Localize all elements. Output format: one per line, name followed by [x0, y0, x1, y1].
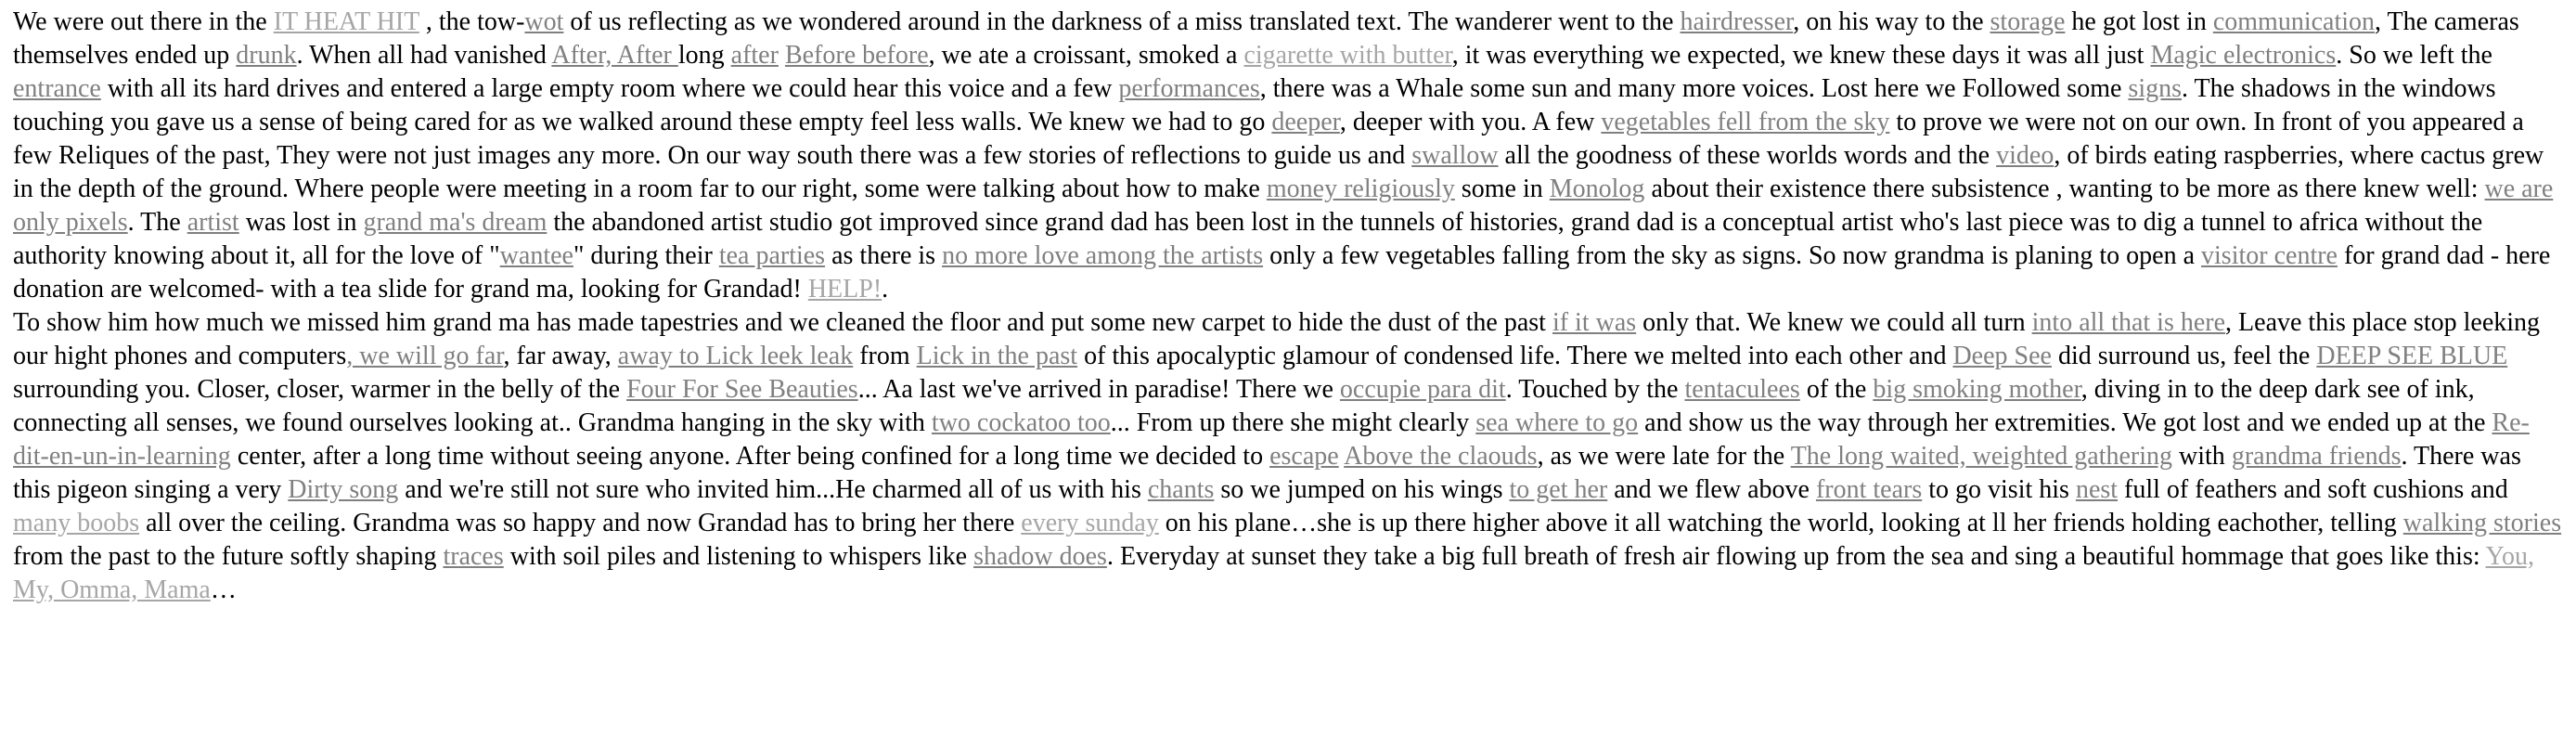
text-run — [779, 41, 785, 70]
link-monolog[interactable]: Monolog — [1549, 175, 1645, 203]
link-if-it-was[interactable]: if it was — [1552, 308, 1637, 337]
link-money-religiously[interactable]: money religiously — [1266, 175, 1455, 203]
link-tentaculees[interactable]: tentaculees — [1684, 375, 1800, 404]
text-run: . Touched by the — [1505, 375, 1685, 404]
link-deep-see-blue[interactable]: DEEP SEE BLUE — [2316, 342, 2508, 370]
text-run: all the goodness of these worlds words and the — [1498, 141, 1997, 170]
text-run: and we're still not sure who invited him...He charmed all of us with his — [398, 475, 1148, 504]
link-two-cockatoo-too[interactable]: two cockatoo too — [931, 408, 1111, 437]
text-run: as there is — [825, 241, 943, 270]
text-run: . There was this pigeon singing a very — [13, 442, 2521, 504]
text-run: center, after a long time without seeing anyone. After being confined for a long time we decided to — [230, 442, 1270, 471]
text-run: he got lost in — [2065, 7, 2213, 36]
text-run: from the past to the future softly shaping — [13, 542, 444, 571]
text-run: . So we left the — [2336, 41, 2492, 70]
text-run: the abandoned artist studio got improved since grand dad has been lost in the tunnels of histories, grand dad is a conceptual artist who's last piece was to dig a tunnel to africa without the authority knowing about it, all for the love of " — [13, 208, 2483, 270]
text-run: … — [210, 575, 237, 604]
link-we-will-go-far[interactable]: , we will go far — [346, 342, 504, 370]
link-wantee[interactable]: wantee — [499, 241, 573, 270]
paragraph — [13, 306, 2563, 607]
text-run: , of birds eating raspberries, where cactus grew in the depth of the ground. Where people were meeting in a room far to our right, some were talking about how to make — [13, 141, 2544, 203]
link-entrance[interactable]: entrance — [13, 74, 101, 103]
link-signs[interactable]: signs — [2128, 74, 2182, 103]
link-away-to-lick-leek-leak[interactable]: away to Lick leek leak — [617, 342, 854, 370]
link-grand-ma-s-dream[interactable]: grand ma's dream — [363, 208, 547, 237]
text-run: " during their — [573, 241, 719, 270]
paragraph — [13, 6, 2563, 306]
link-walking-stories[interactable]: walking stories — [2402, 509, 2562, 537]
link-magic-electronics[interactable]: Magic electronics — [2150, 41, 2337, 70]
link-we-are-only-pixels[interactable]: we are only pixels — [13, 175, 2554, 237]
text-run: To show him how much we missed him grand ma has made tapestries and we cleaned the floor and put some new carpet to hide the dust of the past — [13, 308, 1552, 337]
text-run: . The — [127, 208, 187, 237]
text-run: . The shadows in the windows touching you gave us a sense of being cared for as we walked around these empty feel less walls. We knew we had to go — [13, 74, 2496, 136]
text-run: , the tow- — [419, 7, 525, 36]
text-run: so we jumped on his wings — [1214, 475, 1510, 504]
link-re-dit-en-un-in-learning[interactable]: Re-dit-en-un-in-learning — [13, 408, 2530, 471]
text-run: of this apocalyptic glamour of condensed life. There we melted into each other and — [1077, 342, 1953, 370]
link-into-all-that-is-here[interactable]: into all that is here — [2031, 308, 2226, 337]
text-run: . When all had vanished — [296, 41, 552, 70]
text-run: surrounding you. Closer, closer, warmer in the belly of the — [13, 375, 627, 404]
text-run: did surround us, feel the — [2051, 342, 2317, 370]
link-tea-parties[interactable]: tea parties — [718, 241, 826, 270]
text-run: to prove we were not on our own. In front of you appeared a few Reliques of the past, They were not just images any more. On our way south there was a few stories of reflections to guide us and — [13, 108, 2524, 170]
link-deeper[interactable]: deeper — [1271, 108, 1340, 136]
text-run: all over the ceiling. Grandma was so happy and now Grandad has to bring her there — [139, 509, 1022, 537]
link-swallow[interactable]: swallow — [1411, 141, 1499, 170]
text-run: with soil piles and listening to whispers like — [503, 542, 974, 571]
text-run: , diving in to the deep dark see of ink, connecting all senses, we found ourselves looking at.. Grandma hanging in the sky with — [13, 375, 2475, 437]
text-run: . Everyday at sunset they take a big full breath of fresh air flowing up from the sea and sing a beautiful hommage that goes like this: — [1106, 542, 2486, 571]
text-run: We were out there in the — [13, 7, 274, 36]
link-hairdresser[interactable]: hairdresser — [1680, 7, 1794, 36]
text-run: and we flew above — [1607, 475, 1816, 504]
text-run: to go visit his — [1922, 475, 2076, 504]
link-vegetables-fell-from-the-sky[interactable]: vegetables fell from the sky — [1601, 108, 1890, 136]
text-run: and show us the way through her extremities. We got lost and we ended up at the — [1638, 408, 2492, 437]
link-occupie-para-dit[interactable]: occupie para dit — [1339, 375, 1506, 404]
link-nest[interactable]: nest — [2075, 475, 2119, 504]
link-escape[interactable]: escape — [1269, 442, 1339, 471]
text-run: , The cameras themselves ended up — [13, 7, 2519, 70]
text-run: for grand dad - here donation are welcomed- with a tea slide for grand ma, looking for Grandad! — [13, 241, 2551, 304]
link-the-long-waited-weighted-gathering[interactable]: The long waited, weighted gathering — [1790, 442, 2173, 471]
text-run: , Leave this place stop leeking our hight phones and computers — [13, 308, 2541, 370]
link-deep-see[interactable]: Deep See — [1952, 342, 2052, 370]
text-run: about their existence there subsistence , wanting to be more as there knew well: — [1644, 175, 2485, 203]
link-many-boobs[interactable]: many boobs — [13, 509, 140, 537]
text-run: , it was everything we expected, we knew these days it was all just — [1451, 41, 2151, 70]
text-run: some in — [1454, 175, 1550, 203]
link-every-sunday[interactable]: every sunday — [1021, 509, 1159, 537]
text-run: full of feathers and soft cushions and — [2118, 475, 2508, 504]
link-cigarette-with-butter[interactable]: cigarette with butter — [1243, 41, 1452, 70]
text-run: , on his way to the — [1793, 7, 1990, 36]
link-after-after[interactable]: After, After — [551, 41, 678, 70]
link-drunk[interactable]: drunk — [236, 41, 297, 70]
text-run: of us reflecting as we wondered around in the darkness of a miss translated text. The wanderer went to the — [563, 7, 1681, 36]
link-grandma-friends[interactable]: grandma friends — [2231, 442, 2402, 471]
text-run: only a few vegetables falling from the sky as signs. So now grandma is planing to open a — [1263, 241, 2202, 270]
link-artist[interactable]: artist — [187, 208, 239, 237]
text-run: , deeper with you. A few — [1339, 108, 1602, 136]
link-it-heat-hit[interactable]: IT HEAT HIT — [273, 7, 419, 36]
text-run: only that. We knew we could all turn — [1636, 308, 2032, 337]
link-before-before[interactable]: Before before — [784, 41, 929, 70]
text-run: of the — [1799, 375, 1874, 404]
link-after[interactable]: after — [730, 41, 779, 70]
text-run: ... From up there she might clearly — [1110, 408, 1476, 437]
link-storage[interactable]: storage — [1990, 7, 2066, 36]
text-run: with — [2172, 442, 2232, 471]
text-run: , as we were late for the — [1537, 442, 1791, 471]
link-visitor-centre[interactable]: visitor centre — [2201, 241, 2338, 270]
link-wot[interactable]: wot — [524, 7, 564, 36]
link-you-my-omma-mama[interactable]: You, My, Omma, Mama — [13, 542, 2535, 604]
link-communication[interactable]: communication — [2212, 7, 2376, 36]
text-run: was lost in — [238, 208, 364, 237]
text-run: from — [853, 342, 917, 370]
link-to-get-her[interactable]: to get her — [1509, 475, 1608, 504]
text-run: ... Aa last we've arrived in paradise! There we — [857, 375, 1340, 404]
link-video[interactable]: video — [1996, 141, 2054, 170]
link-front-tears[interactable]: front tears — [1815, 475, 1923, 504]
link-traces[interactable]: traces — [443, 542, 504, 571]
text-run: long — [677, 41, 731, 70]
link-shadow-does[interactable]: shadow does — [973, 542, 1107, 571]
text-run: , there was a Whale some sun and many more voices. Lost here we Followed some — [1259, 74, 2129, 103]
text-run: with all its hard drives and entered a large empty room where we could hear this voice and a few — [100, 74, 1119, 103]
link-four-for-see-beauties[interactable]: Four For See Beauties — [626, 375, 858, 404]
text-run: , we ate a croissant, smoked a — [928, 41, 1244, 70]
link-performances[interactable]: performances — [1118, 74, 1260, 103]
link-above-the-claouds[interactable]: Above the claouds — [1344, 442, 1538, 471]
link-big-smoking-mother[interactable]: big smoking mother — [1873, 375, 2081, 404]
text-run: . — [882, 275, 889, 304]
link-help[interactable]: HELP! — [807, 275, 882, 304]
link-chants[interactable]: chants — [1147, 475, 1215, 504]
text-run: , far away, — [503, 342, 618, 370]
link-sea-where-to-go[interactable]: sea where to go — [1475, 408, 1639, 437]
text-run: on his plane…she is up there higher above it all watching the world, looking at ll her friends holding eachother, telling — [1158, 509, 2403, 537]
link-lick-in-the-past[interactable]: Lick in the past — [916, 342, 1078, 370]
link-dirty-song[interactable]: Dirty song — [288, 475, 399, 504]
link-no-more-love-among-the-artists[interactable]: no more love among the artists — [942, 241, 1264, 270]
